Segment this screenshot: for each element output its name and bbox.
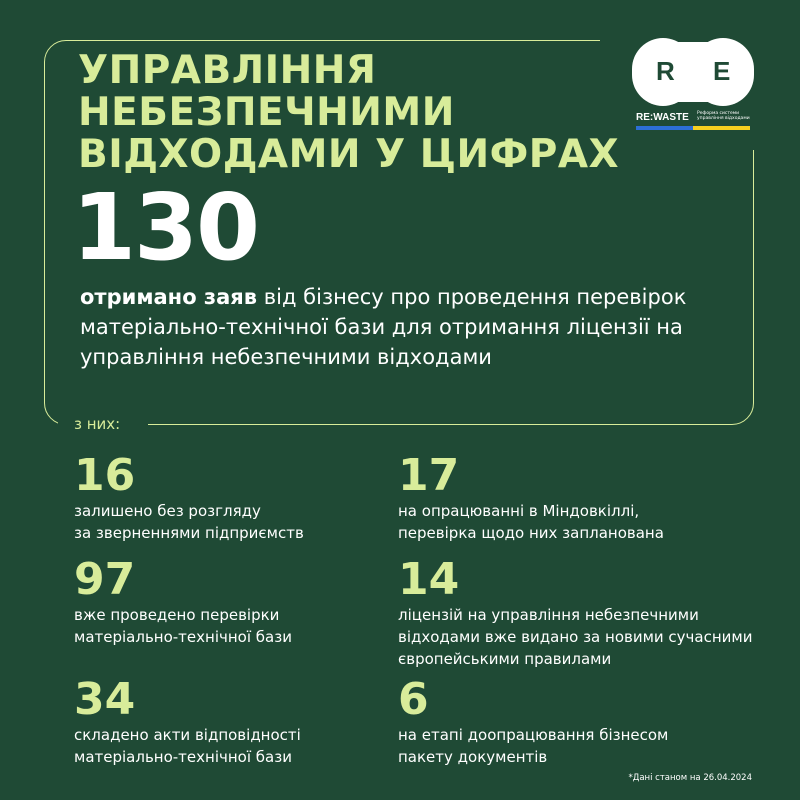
title-line-3: ВІДХОДАМИ У ЦИФРАХ	[78, 132, 620, 177]
headline-number: 130	[72, 174, 259, 281]
stat-text-line: вже проведено перевірки	[74, 606, 280, 624]
stat-card	[74, 676, 301, 768]
stat-text-line: пакету документів	[398, 748, 548, 766]
ukraine-flag-stripe	[636, 126, 750, 130]
title-line-1: УПРАВЛІННЯ	[78, 48, 377, 93]
page-title	[78, 50, 619, 176]
stat-text-line: залишено без розгляду	[74, 502, 261, 520]
headline-description-bold: отримано заяв	[80, 285, 258, 309]
stat-card	[74, 452, 304, 544]
stat-text-line: матеріально-технічної бази	[74, 628, 292, 646]
stat-card	[74, 556, 292, 648]
footnote: *Дані станом на 26.04.2024	[628, 773, 752, 783]
stat-text-line: перевірка щодо них запланована	[398, 524, 664, 542]
logo-letter-r: R	[656, 56, 675, 86]
brand-tagline: Реформа системи управління відходами	[697, 111, 750, 121]
stat-card	[398, 556, 752, 670]
stat-number: 17	[398, 450, 460, 501]
stat-number: 34	[74, 674, 136, 725]
brand-name: RE:WASTE	[636, 112, 689, 123]
logo-letter-e: E	[713, 56, 731, 86]
stat-number: 14	[398, 554, 460, 605]
stat-text-line: за зверненнями підприємств	[74, 524, 304, 542]
stat-number: 97	[74, 554, 136, 605]
stat-text-line: на опрацюванні в Міндовкіллі,	[398, 502, 640, 520]
stat-text-line: матеріально-технічної бази	[74, 748, 292, 766]
stat-number: 16	[74, 450, 136, 501]
stat-text-line: складено акти відповідності	[74, 726, 301, 744]
rewaste-logo	[636, 42, 750, 102]
sub-label: з них:	[74, 415, 121, 433]
flag-blue	[636, 126, 693, 130]
headline-description	[80, 282, 700, 372]
headline-description-rest: від бізнесу про проведення перевірок матеріально-технічної бази для отримання ліцензії на управління небезпечними відходами	[80, 285, 687, 369]
title-line-2: НЕБЕЗПЕЧНИМИ	[78, 90, 455, 135]
stat-card	[398, 452, 664, 544]
stat-card	[398, 676, 668, 768]
stat-text-line: на етапі доопрацювання бізнесом	[398, 726, 669, 744]
flag-yellow	[693, 126, 750, 130]
stat-text-line: ліцензій на управління небезпечними	[398, 606, 699, 624]
stat-number: 6	[398, 674, 429, 725]
stat-text-line: європейськими правилами	[398, 650, 612, 668]
stat-text-line: відходами вже видано за новими сучасними	[398, 628, 753, 646]
